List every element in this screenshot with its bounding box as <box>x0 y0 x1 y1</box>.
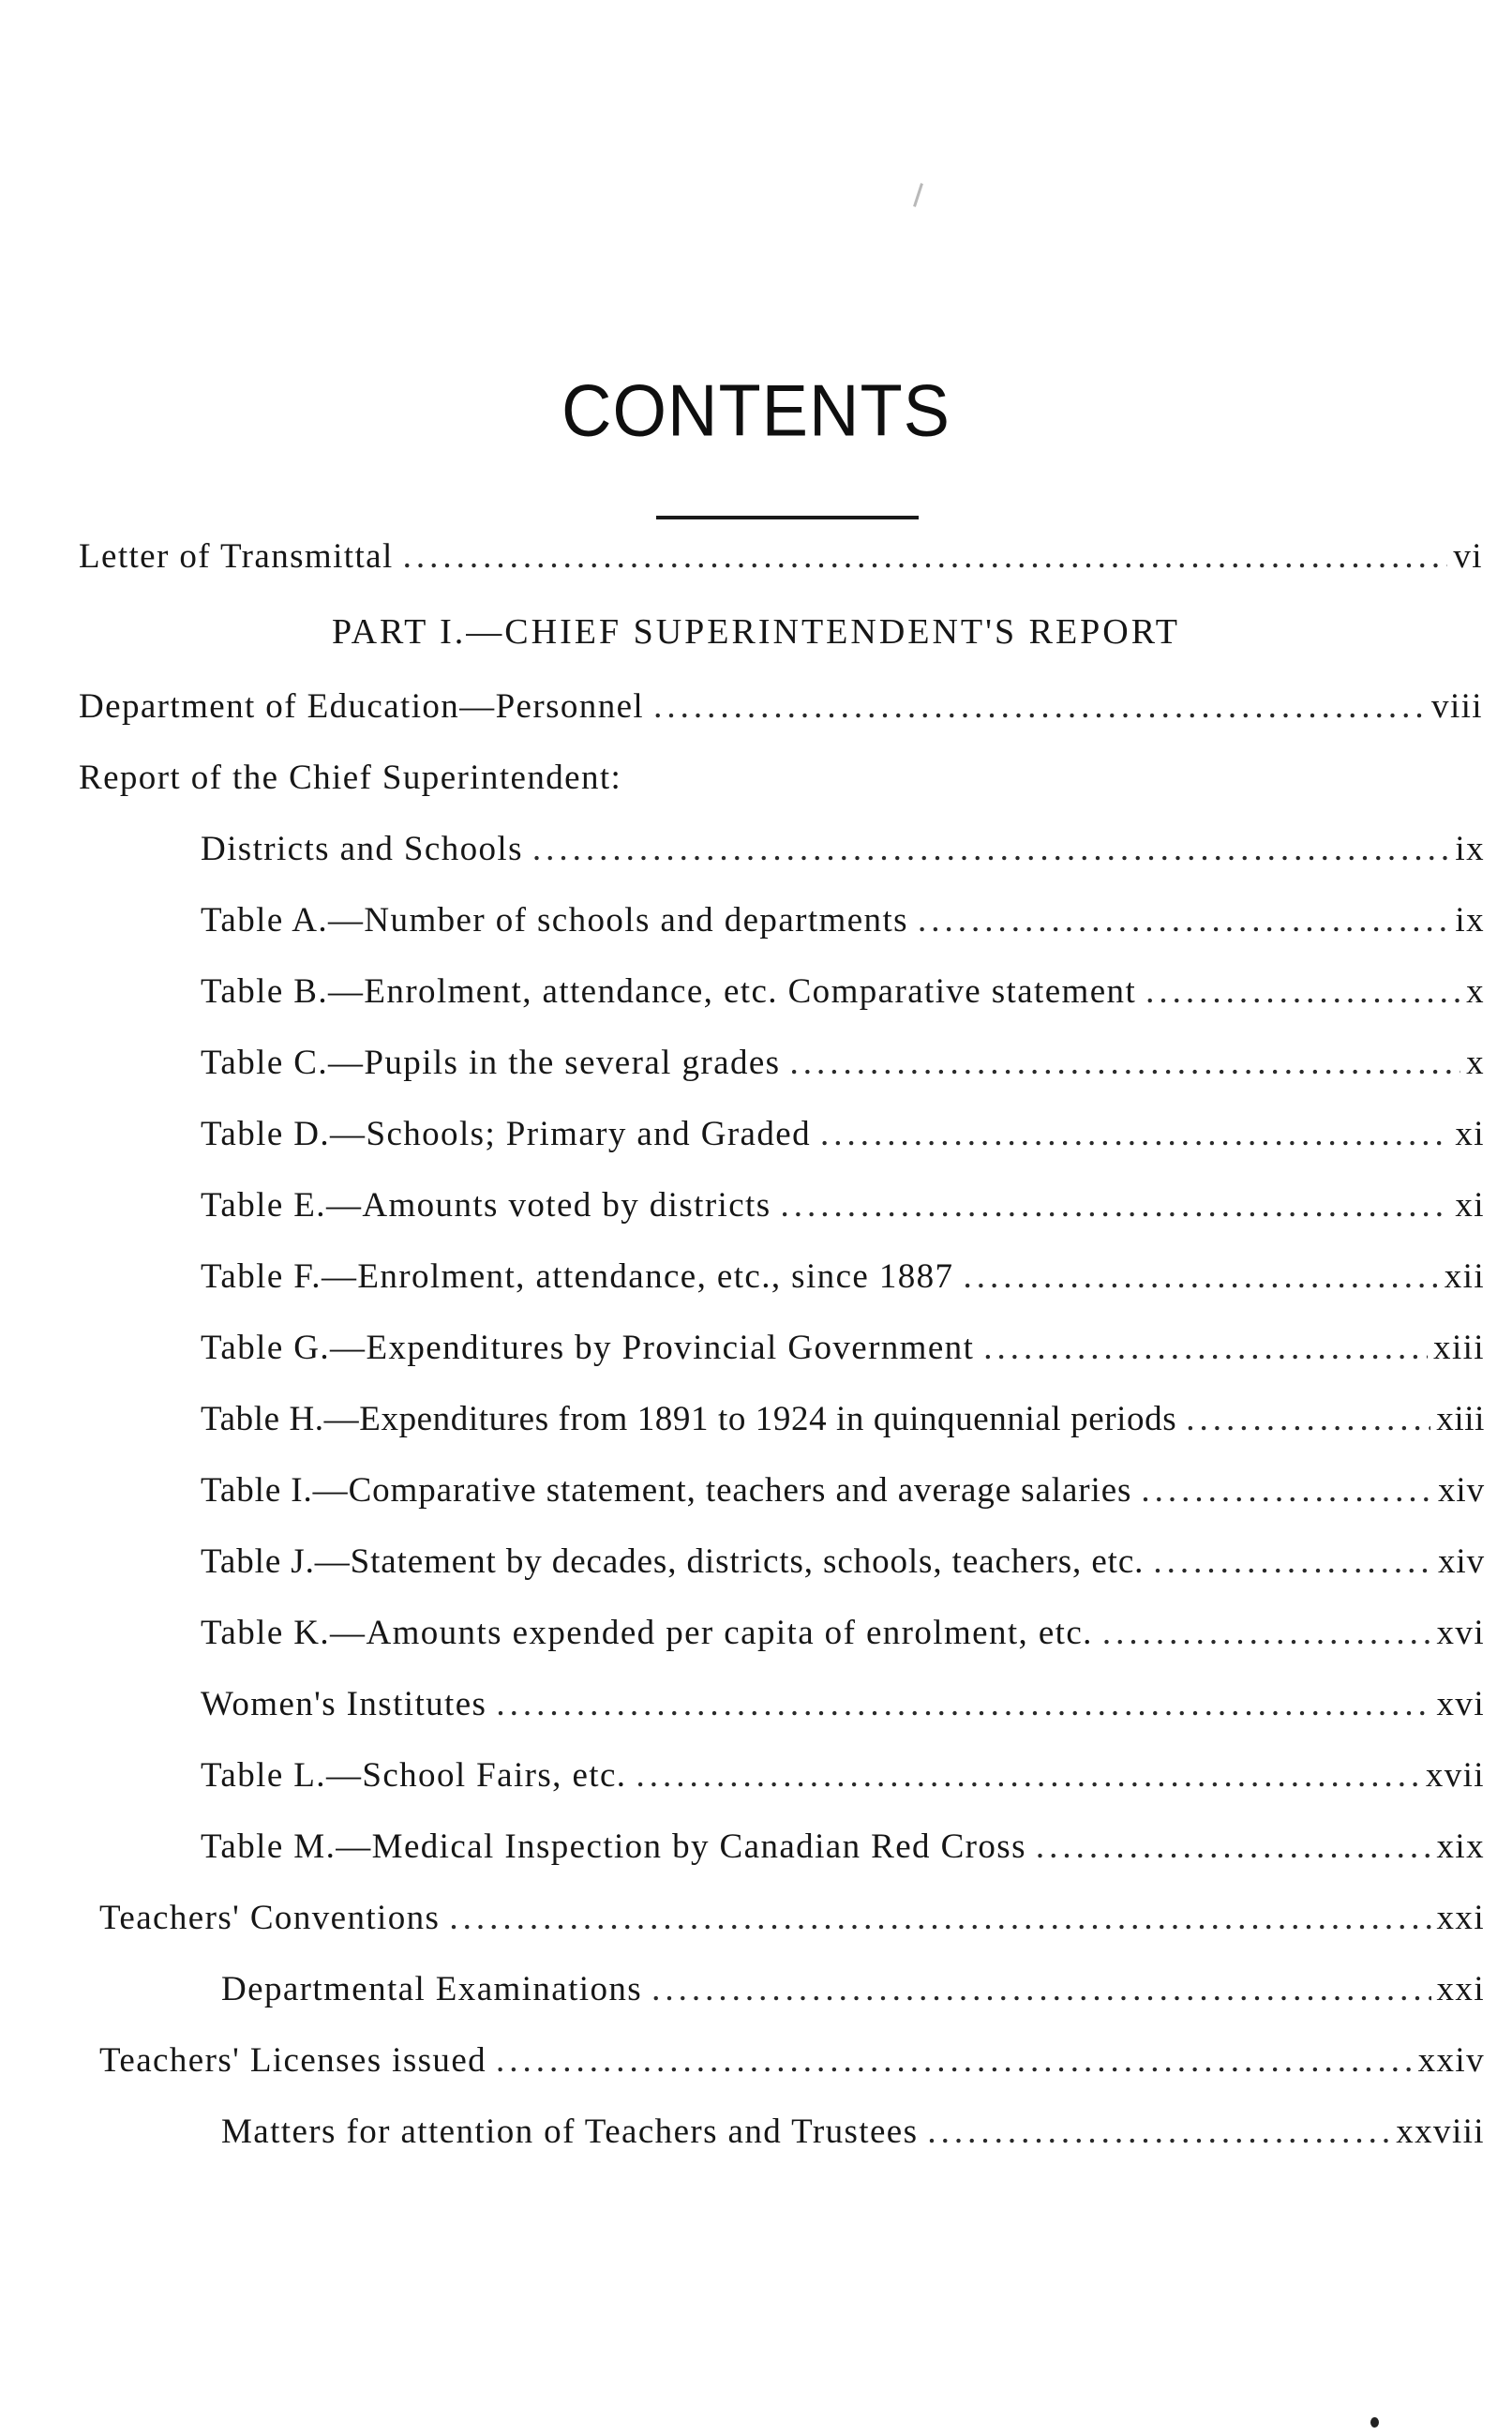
dot-leader <box>918 900 1449 940</box>
toc-entry-womens-institutes <box>201 1684 1485 1740</box>
dot-leader <box>496 1684 1430 1724</box>
dot-leader <box>449 1898 1430 1938</box>
toc-entry-transmittal <box>79 536 1483 593</box>
toc-label: Women's Institutes <box>201 1685 487 1723</box>
toc-page-number: viii <box>1431 687 1483 726</box>
toc-entry-conventions <box>99 1898 1485 1954</box>
toc-label: Table K.—Amounts expended per capita of enrolment, etc. <box>201 1614 1093 1652</box>
toc-page-number: xiv <box>1438 1542 1485 1581</box>
toc-label: Table L.—School Fairs, etc. <box>201 1756 627 1795</box>
toc-label: Letter of Transmittal <box>79 537 394 576</box>
toc-entry-districts <box>201 829 1485 885</box>
toc-entry-table-b <box>201 971 1485 1028</box>
toc-entry-table-c <box>201 1043 1485 1099</box>
dot-leader <box>496 2040 1413 2081</box>
toc-page-number: ix <box>1455 830 1485 868</box>
toc-page-number: x <box>1466 972 1485 1011</box>
dot-leader <box>1145 971 1460 1012</box>
toc-label: Table C.—Pupils in the several grades <box>201 1044 781 1082</box>
toc-entry-table-k <box>201 1613 1485 1669</box>
part-heading: PART I.—CHIEF SUPERINTENDENT'S REPORT <box>331 612 1181 652</box>
toc-label: Table H.—Expenditures from 1891 to 1924 in quinquennial periods <box>201 1400 1177 1438</box>
dot-leader <box>636 1755 1419 1796</box>
title-rule <box>656 516 919 519</box>
toc-label: Table F.—Enrolment, attendance, etc., since 1887 <box>201 1257 954 1296</box>
toc-label: Districts and Schools <box>201 830 523 868</box>
toc-page-number: xxi <box>1436 1899 1485 1937</box>
toc-label: Table M.—Medical Inspection by Canadian Red Cross <box>201 1827 1026 1866</box>
dot-leader <box>963 1256 1438 1297</box>
toc-page-number: xiv <box>1438 1471 1485 1510</box>
toc-entry-table-g <box>201 1328 1485 1384</box>
toc-page-number: xxviii <box>1396 2113 1485 2151</box>
dot-leader <box>653 686 1426 727</box>
toc-entry-table-i <box>201 1470 1485 1526</box>
toc-label: Teachers' Conventions <box>99 1899 441 1937</box>
toc-label: Teachers' Licenses issued <box>99 2041 487 2080</box>
toc-label: Table I.—Comparative statement, teachers and average salaries <box>201 1471 1132 1510</box>
toc-label: Table B.—Enrolment, attendance, etc. Comparative statement <box>201 972 1137 1011</box>
stray-pen-mark <box>913 183 923 207</box>
toc-page-number: xvii <box>1425 1756 1485 1795</box>
toc-entry-licenses <box>99 2040 1485 2097</box>
dot-leader <box>789 1043 1460 1083</box>
toc-entry-examinations <box>221 1969 1485 2025</box>
toc-entry-table-d <box>201 1114 1485 1170</box>
toc-label: Table G.—Expenditures by Provincial Government <box>201 1329 975 1367</box>
toc-page-number: xxiv <box>1417 2041 1485 2080</box>
toc-page-number: xiii <box>1433 1329 1485 1367</box>
toc-page-number: ix <box>1455 901 1485 940</box>
dot-leader <box>1102 1613 1431 1653</box>
toc-page-number: xvi <box>1436 1614 1485 1652</box>
dot-leader <box>1036 1827 1431 1867</box>
toc-entry-personnel <box>79 686 1483 743</box>
dot-leader <box>651 1969 1430 2009</box>
toc-entry-table-e <box>201 1185 1485 1241</box>
dot-leader <box>403 536 1448 577</box>
toc-entry-table-m <box>201 1827 1485 1883</box>
dot-leader <box>532 829 1450 869</box>
dot-leader <box>1141 1470 1432 1511</box>
page-title: CONTENTS <box>561 368 951 452</box>
toc-entry-report-heading <box>79 758 1483 814</box>
toc-page-number: xiii <box>1436 1400 1485 1438</box>
toc-page-number: xxi <box>1436 1970 1485 2008</box>
toc-label: Table D.—Schools; Primary and Graded <box>201 1115 811 1153</box>
toc-page-number: vi <box>1453 537 1483 576</box>
toc-entry-table-h <box>201 1399 1485 1455</box>
dot-leader <box>983 1328 1428 1368</box>
toc-label: Departmental Examinations <box>221 1970 643 2008</box>
toc-page-number: xi <box>1455 1186 1485 1225</box>
toc-entry-matters <box>221 2112 1485 2168</box>
toc-page-number: x <box>1466 1044 1485 1082</box>
toc-page-number: xvi <box>1436 1685 1485 1723</box>
dot-leader <box>1153 1541 1432 1582</box>
dot-leader <box>1186 1399 1430 1439</box>
toc-page-number: xix <box>1436 1827 1485 1866</box>
toc-label: Department of Education—Personnel <box>79 687 645 726</box>
toc-page-number: xii <box>1444 1257 1485 1296</box>
toc-label: Table A.—Number of schools and departments <box>201 901 908 940</box>
dot-leader <box>820 1114 1449 1154</box>
toc-label: Table E.—Amounts voted by districts <box>201 1186 771 1225</box>
toc-page-number: xi <box>1455 1115 1485 1153</box>
toc-label: Report of the Chief Superintendent: <box>79 759 622 797</box>
toc-label: Table J.—Statement by decades, districts, schools, teachers, etc. <box>201 1542 1145 1581</box>
ink-speck <box>1370 2417 1379 2428</box>
toc-entry-table-l <box>201 1755 1485 1812</box>
toc-entry-table-a <box>201 900 1485 956</box>
toc-entry-table-j <box>201 1541 1485 1598</box>
toc-entry-table-f <box>201 1256 1485 1313</box>
toc-label: Matters for attention of Teachers and Trustees <box>221 2113 919 2151</box>
dot-leader <box>781 1185 1450 1226</box>
dot-leader <box>927 2112 1390 2152</box>
